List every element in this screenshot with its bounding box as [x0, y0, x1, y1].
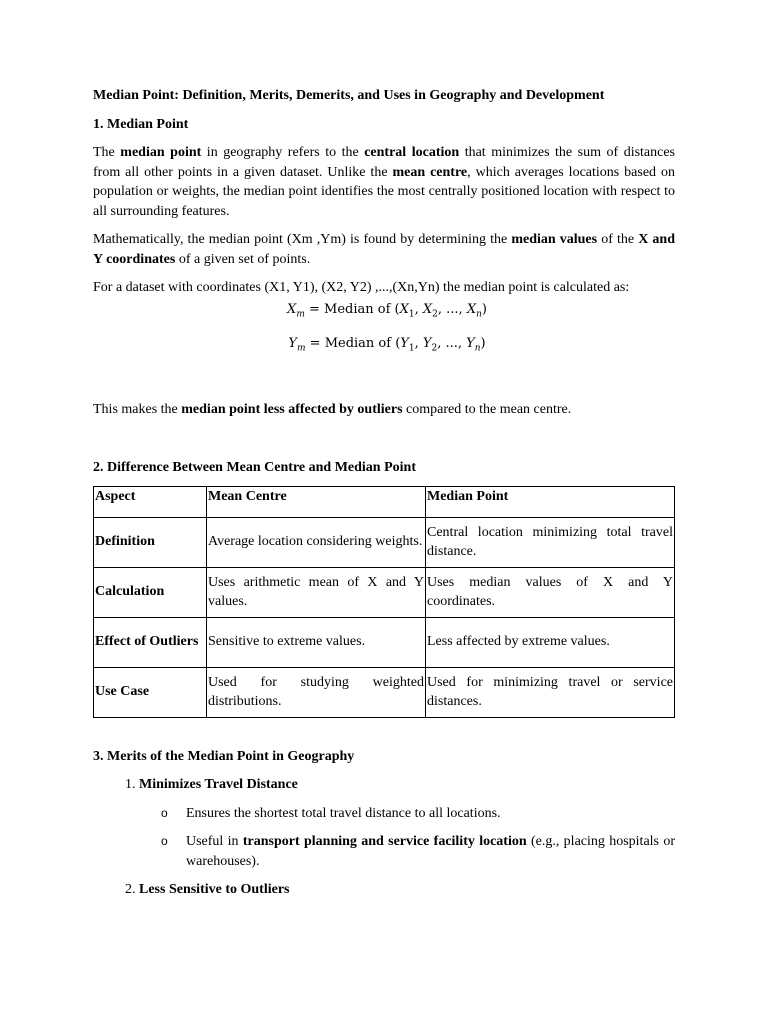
bold-text: median values — [511, 232, 598, 247]
formula-subscript: m — [296, 309, 305, 320]
list-item-label: Minimizes Travel Distance — [139, 777, 298, 793]
table-row — [94, 667, 675, 717]
text: Useful in — [186, 834, 243, 850]
formula-symbol: Y — [400, 336, 409, 352]
text: Mathematically, the median point (Xm ,Ym) is found by determining the — [93, 232, 512, 247]
table-cell: Used for minimizing travel or service distances. — [426, 667, 675, 717]
text: This makes the — [93, 401, 182, 417]
formula-symbol: X — [422, 301, 433, 317]
bold-text: median point — [120, 145, 202, 160]
table-header-cell: Mean Centre — [207, 486, 426, 517]
list-item — [93, 880, 675, 900]
text: , which averages locations based on population or weights, the median point identifies the most centrally positioned location with respect to all surrounding features. — [93, 164, 676, 219]
text: of a given set of points. — [175, 251, 311, 267]
table-header-cell: Median Point — [426, 486, 675, 517]
table-cell: Used for studying weighted distributions. — [207, 667, 426, 717]
section-2-heading: 2. Difference Between Mean Centre and Median Point — [93, 460, 416, 476]
table-row — [94, 567, 675, 617]
bullet-icon: o — [161, 805, 168, 820]
paragraph-outliers — [93, 400, 675, 420]
section-3-heading: 3. Merits of the Median Point in Geography — [93, 748, 355, 764]
formula-symbol: X — [399, 301, 409, 317]
formula-symbol: X — [287, 301, 297, 317]
list-item-label: Less Sensitive to Outliers — [139, 882, 290, 898]
table-cell: Sensitive to extreme values. — [207, 617, 426, 667]
table-cell: Central location minimizing total travel distance. — [426, 517, 675, 567]
table-cell-aspect: Definition — [94, 517, 207, 567]
document-body — [93, 86, 675, 909]
formula-text: ) — [481, 301, 487, 317]
table-cell: Uses arithmetic mean of X and Y values. — [207, 567, 426, 617]
paragraph-definition — [93, 143, 675, 221]
formula-symbol: X — [466, 301, 477, 317]
formula-subscript: 2 — [431, 343, 438, 354]
formula-subscript: 1 — [408, 309, 415, 320]
text: (e.g., placing hospitals or warehouses). — [186, 834, 675, 869]
text: of the — [597, 232, 639, 247]
table-header-row — [94, 486, 675, 517]
text: compared to the mean centre. — [402, 401, 572, 417]
formula-symbol: Y — [466, 336, 475, 352]
formula-symbol: Y — [288, 336, 297, 352]
table-cell: Uses median values of X and Y coordinates. — [426, 567, 675, 617]
comparison-table — [93, 486, 675, 718]
table-cell-aspect: Calculation — [94, 567, 207, 617]
merits-list — [93, 775, 675, 900]
formula-text: = Median of ( — [305, 336, 401, 352]
list-number: 2. — [125, 882, 136, 898]
paragraph-mathematically — [93, 230, 675, 269]
formula-subscript: n — [474, 343, 481, 354]
formula-subscript: 2 — [432, 309, 438, 320]
table-cell-aspect: Effect of Outliers — [94, 617, 207, 667]
bold-text: X and Y coordinates — [93, 232, 675, 267]
formula-symbol: Y — [422, 336, 432, 352]
sub-list-item — [93, 804, 675, 824]
formula-subscript: n — [476, 309, 482, 320]
bold-text: median point less affected by outliers — [181, 401, 403, 417]
text: in geography refers to the — [201, 145, 365, 160]
sub-list-text: Ensures the shortest total travel distance to all locations. — [186, 805, 501, 821]
table-cell: Less affected by extreme values. — [426, 617, 675, 667]
text: that minimizes the sum of distances from all other points in a given dataset. Unlike the — [93, 145, 676, 180]
formula-subscript: m — [296, 343, 306, 354]
text: The — [93, 145, 121, 160]
sub-list-text — [186, 832, 675, 871]
formula-text: = Median of ( — [304, 301, 400, 317]
table-row — [94, 517, 675, 567]
formula-xm: $X_m$ = Median of ($X_1$, $X_2$, ..., $X_n$) — [287, 301, 487, 320]
bold-text: transport planning and service facility location — [242, 834, 527, 850]
table-cell: Average location considering weights. — [207, 517, 426, 567]
bold-text: mean centre — [392, 164, 468, 180]
bullet-icon: o — [161, 834, 168, 849]
sub-list-item — [93, 832, 675, 871]
formula-text: ... — [446, 301, 459, 317]
formula-text: ) — [480, 336, 486, 352]
formula-subscript: 1 — [408, 343, 415, 354]
table-row — [94, 617, 675, 667]
list-number: 1. — [125, 777, 136, 793]
document-title: Median Point: Definition, Merits, Demerits, and Uses in Geography and Development — [93, 88, 605, 103]
formula-ym: $Y_m$ = Median of ($Y_1$, $Y_2$, ..., $Y_n$) — [288, 336, 486, 354]
list-item — [93, 775, 675, 795]
table-cell-aspect: Use Case — [94, 667, 207, 717]
section-1-heading: 1. Median Point — [93, 116, 189, 132]
table-header-cell: Aspect — [94, 486, 207, 517]
paragraph-dataset: For a dataset with coordinates (X1, Y1), (X2, Y2) ,...,(Xn,Yn) the median point is calculated as: — [93, 280, 630, 295]
bold-text: central location — [364, 145, 460, 160]
formula-text: ... — [445, 336, 458, 352]
